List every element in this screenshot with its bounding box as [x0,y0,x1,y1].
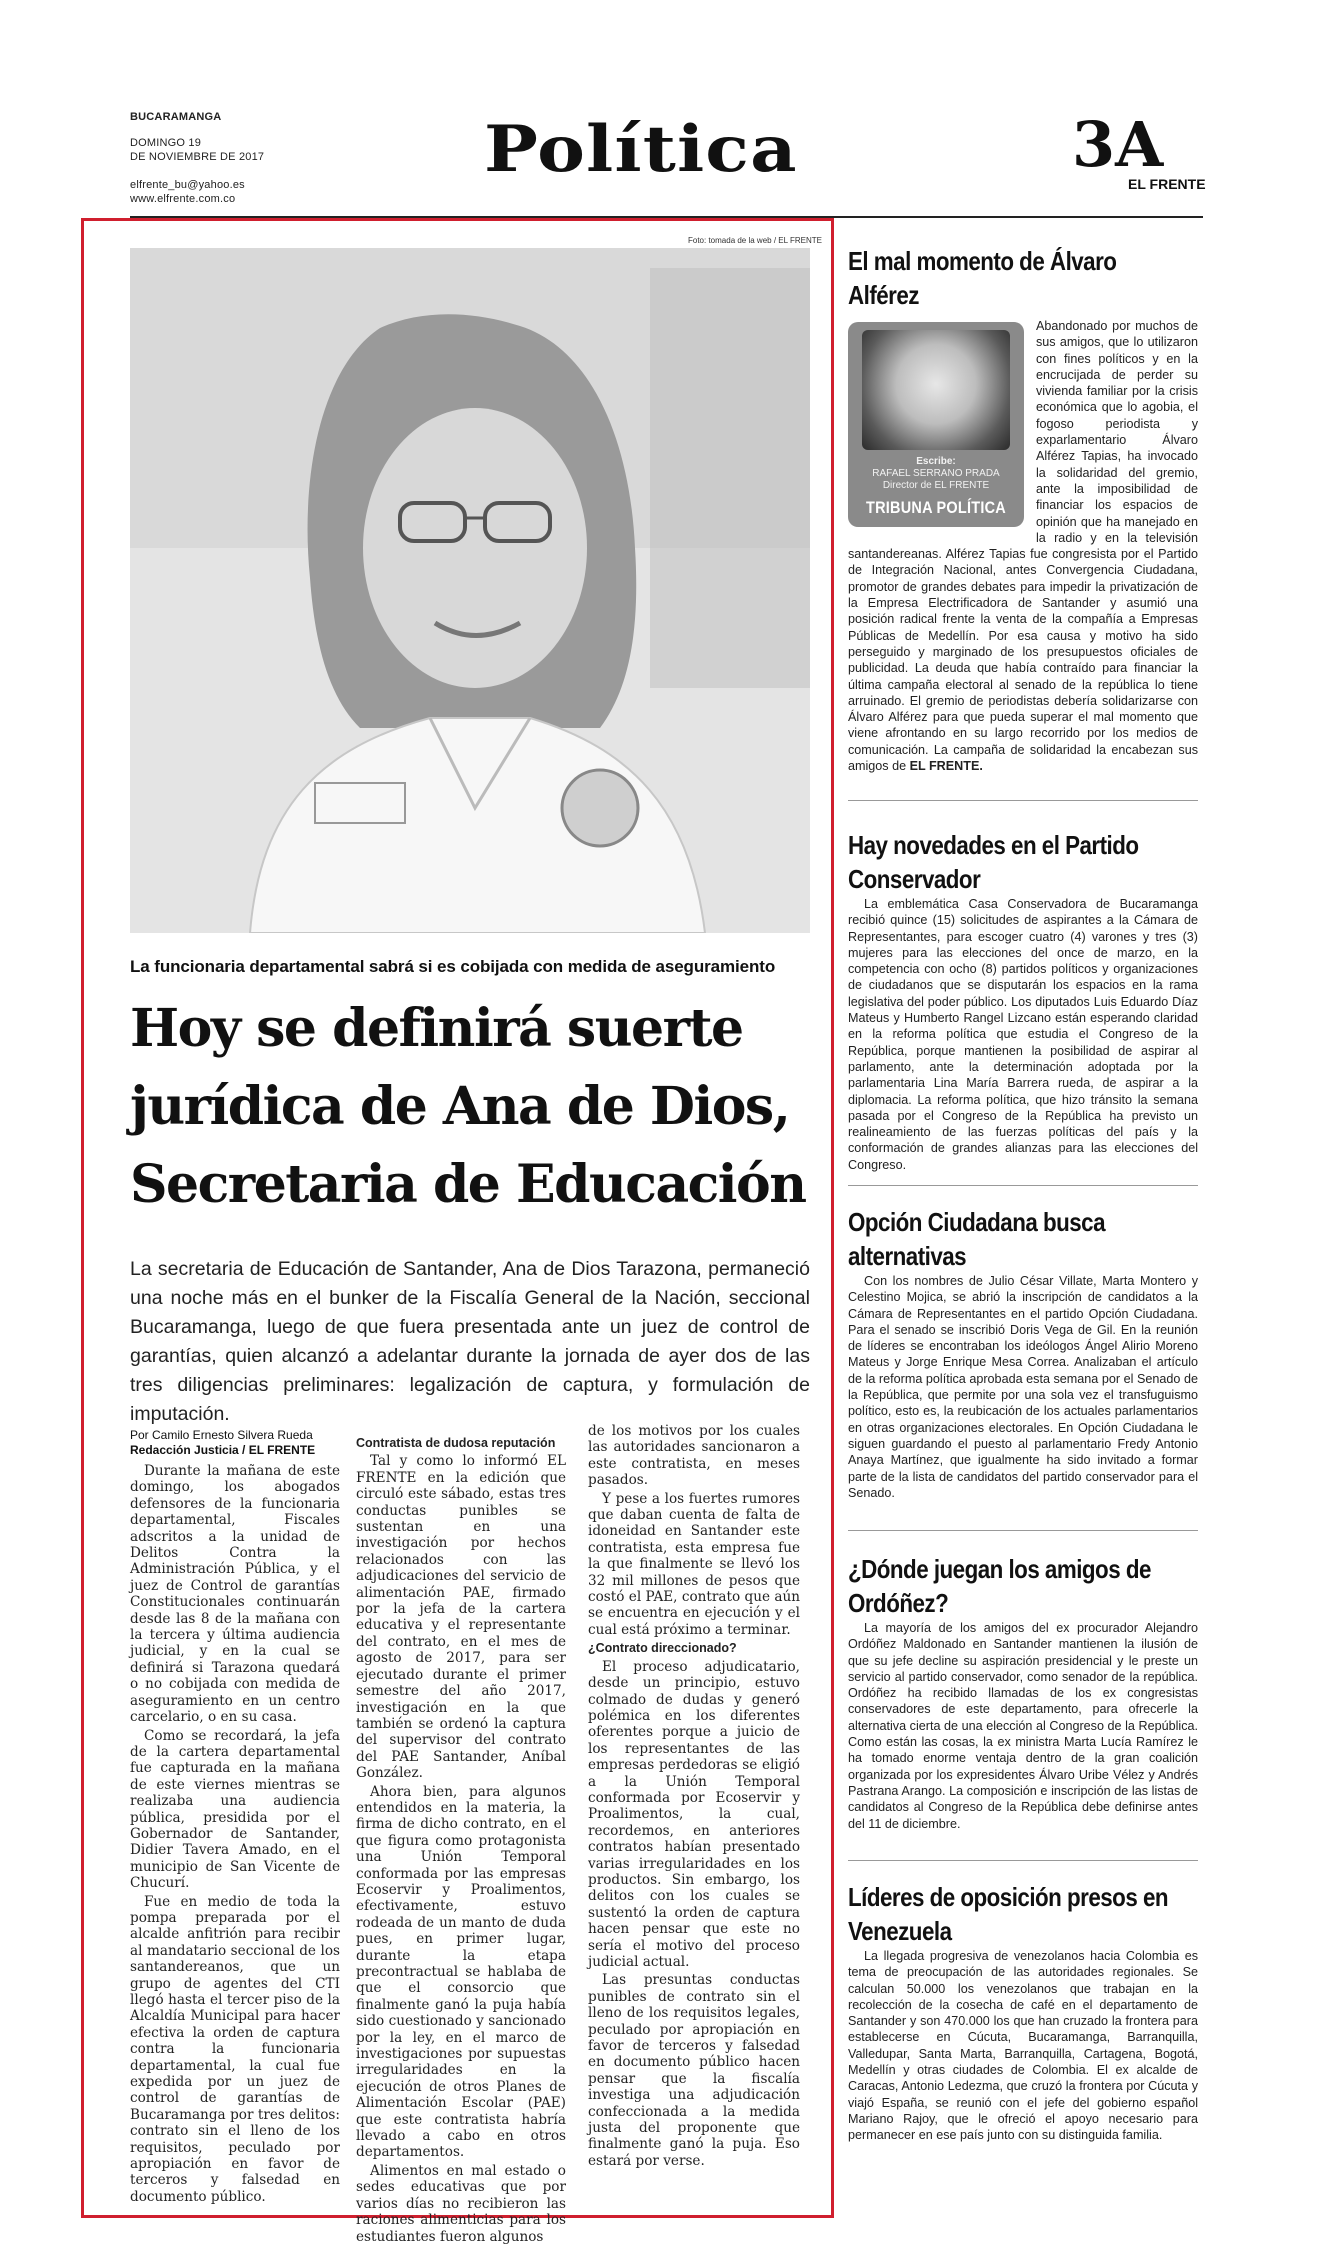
columnist-badge [848,322,1024,527]
column-name: TRIBUNA POLÍTICA [865,498,1007,517]
sidebar-text [848,1620,1198,1832]
sidebar-body: Con los nombres de Julio César Villate, Marta Montero y Celestino Mojica, se abrió la inscripción de candidatos a la Cámara de Representantes en el partido Opción Ciudadana. Para el senado se inscribió Doris Vega de Gil. En la reunión de líderes se encontraban los ideólogos Ángel Alirio Moreno Mateus y Jorge Enrique Mesa Correa. Analizaban el artículo de la reforma política aprobada esta semana por el Senado de la República, que permite por una sola vez el transfuguismo político, esto es, la reubicación de los actuales parlamentarios en otras organizaciones electorales. En Opción Ciudadana le siguen guardando el puesto al parlamentario Fredy Antonio Anaya Martínez, que igualmente ha sido invitado a formar parte de la lista de candidatos del partido conservador para el Senado. [848,1274,1198,1500]
story-subhead: ¿Contrato direccionado? [588,1641,737,1656]
sidebar-item-opcion-ciudadana [848,1205,1198,1501]
sidebar-body: La llegada progresiva de venezolanos hacia Colombia es tema de preocupación de las autoridades regionales. Se calculan 50.000 los venezolanos que trabajan en la recolección de la cosecha de café en el departamento de Santander y son 470.000 los que han cruzado la frontera para establecerse en Cúcuta, Bucaramanga, Barranquilla, Valledupar, Santa Marta, Barranquilla, Cartagena, Bogotá, Medellín y otras ciudades de Colombia. El ex alcalde de Caracas, Antonio Ledezma, que cruzó la frontera por Cúcuta y viajó España, se reunió con el jefe del gobierno español Mariano Rajoy, que le ofreció el apoyo necesario para permanecer en ese país junto con su distinguida familia. [848,1949,1198,2143]
story-headline [130,990,830,1224]
story-byline [130,1428,345,1458]
sidebar-divider [848,800,1198,801]
sidebar-text [848,318,1198,774]
portrait-illustration [130,248,810,933]
story-column-3 [588,1423,800,2171]
sidebar-divider [848,1185,1198,1186]
columnist-credit [848,456,1024,492]
sidebar-divider [848,1530,1198,1531]
columnist-role: Director de EL FRENTE [882,480,990,491]
story-column-2 [356,1433,566,2247]
sidebar-divider [848,1860,1198,1861]
sidebar-headline: Líderes de oposición presos en Venezuela [848,1882,1169,1946]
sidebar-text [848,1948,1198,2144]
main-story-photo [130,248,810,933]
story-paragraph: Y pese a los fuertes rumores que daban cuenta de falta de idoneidad en Santander este contratista, esta empresa fue la que finalmente se llevó los 32 mil millones de pesos que costó el PAE, contrato que aún se encuentra en ejecución y el cual está próximo a terminar. [588,1490,800,1638]
sidebar-headline: Hay novedades en el Partido Conservador [848,830,1139,894]
masthead-date [130,136,380,164]
section-title: Política [484,112,798,187]
masthead-city: BUCARAMANGA [130,111,222,123]
byline-author: Por Camilo Ernesto Silvera Rueda [130,1428,313,1442]
masthead-date-line1: DOMINGO 19 [130,137,202,149]
story-subhead: Contratista de dudosa reputación [356,1436,556,1450]
story-kicker: La funcionaria departamental sabrá si es cobijada con medida de aseguramiento [130,957,776,976]
sidebar-headline: El mal momento de Álvaro Alférez [848,246,1117,310]
story-paragraph: Durante la mañana de este domingo, los abogados defensores de la funcionaria departamental, Fiscales adscritos a la unidad de Delitos Contra la Administración Pública, y el juez de Control de garantías Constitucionales continuarán desde las 8 de la mañana con la tercera y última audiencia judicial, y en la cual se definirá si Tarazona quedará o no cobijada con medida de aseguramiento en un centro carcelario, o en su casa. [130,1463,340,1726]
photo-credit: Foto: tomada de la web / EL FRENTE [688,236,822,245]
story-lead: La secretaria de Educación de Santander, Ana de Dios Tarazona, permaneció una noche más en el bunker de la Fiscalía General de la Nación, seccional Bucaramanga, luego de que fuera presentada ante un juez de control de garantías, quien alcanzó a adelantar durante la jornada de ayer dos de las tres diligencias preliminares: legalización de captura, y formulación de imputación. [130,1258,810,1425]
sidebar-body: Abandonado por muchos de sus amigos, que lo utilizaron con fines políticos y en la encrucijada de perder su vivienda familiar por la crisis económica que lo agobia, el fogoso periodista y exparlamentario Álvaro Alférez Tapias, ha invocado la solidaridad del gremio, ante la imposibilidad de financiar los espacios de opinión que ha manejado en la radio y en la televisión santandereanas. Alférez Tapias fue congresista por el Partido de Integración Nacional, antes Convergencia Ciudadana, promotor de grandes debates para impedir la privatización de la Empresa Electrificadora de Santander y asumió una posición radical frente la venta de la compañía a Empresas Públicas de Medellín. Por esa causa y motivo ha sido perseguido y marginado de los presupuestos oficiales de publicidad. La deuda que había contraído para financiar la última campaña electoral al senado de la república lo tiene arruinado. El gremio de periodistas debería solidarizarse con Álvaro Alférez para que pueda superar el mal momento que viene afrontando en su largo recorrido por los medios de comunicación. La campaña de solidaridad la encabezan sus amigos de [848,319,1198,774]
brand-name: EL FRENTE [1128,176,1206,192]
story-paragraph: El proceso adjudicatario, desde un principio, estuvo colmado de dudas y generó polémica en los diferentes oferentes porque a juicio de los representantes de las empresas perdedoras se eligió a la Unión Temporal conformada por Ecoservir y Proalimentos, la cual, recordemos, en anteriores contratos habían presentado varias irregularidades en los productos. Sin embargo, los delitos con los cuales se sustentó la orden de captura hacen pensar que este no sería el motivo del proceso judicial actual. [588,1658,800,1970]
columnist-name: RAFAEL SERRANO PRADA [872,468,1000,479]
masthead-date-line2: DE NOVIEMBRE DE 2017 [130,151,265,163]
sidebar-text [848,1273,1198,1501]
headline-line: Secretaria de Educación [130,1154,806,1215]
columnist-label: Escribe: [916,456,956,467]
columnist-photo [862,330,1010,450]
story-paragraph: Las presuntas conductas punibles de contrato sin el lleno de los requisitos legales, peculado por apropiación en favor de terceros y falsedad en documento público hacen pensar que la fiscalía investiga una adjudicación confeccionada a la medida justa del proponente que finalmente ganó la puja. Eso estará por verse. [588,1972,800,2169]
sidebar-body: La emblemática Casa Conservadora de Bucaramanga recibió quince (15) solicitudes de aspirantes a la Cámara de Representantes, para escoger cuatro (4) varones y tres (3) mujeres para las elecciones del once de marzo, en la competencia con ocho (8) partidos políticos y organizaciones de ciudadanos que se disputarán los espacios en la rama legislativa del poder público. Los diputados Luis Eduardo Díaz Mateus y Humberto Rangel Lizcano están esperando claridad en la reforma política que estudia el Congreso de la República, porque mantienen la posibilidad de aspirar al parlamento, ante la determinación adoptada por la parlamentaria Lina María Barrera rueda, de aspirar a la diplomacia. La reforma política, que hizo tránsito la semana pasada por el Congreso de la República ha previsto un realineamiento de las fuerzas políticas del país y la conformación de grandes alianzas para las elecciones del Congreso. [848,897,1198,1172]
sidebar-item-ordonez [848,1552,1198,1832]
story-paragraph: Como se recordará, la jefa de la cartera departamental fue capturada en la mañana de este viernes mientras se realizaba una audiencia pública, presidida por el Gobernador de Santander, Didier Tavera Amado, en el municipio de San Vicente de Chucurí. [130,1727,340,1892]
byline-desk: Redacción Justicia / EL FRENTE [130,1443,316,1457]
story-paragraph: Tal y como lo informó EL FRENTE en la edición que circuló este sábado, estas tres conductas punibles se sustentan en una investigación por hechos relacionados con las adjudicaciones del servicio de alimentación PAE, firmado por la jefa de la cartera educativa y el representante del contrato, en el mes de agosto de 2017, para ser ejecutado durante el primer semestre del año 2017, investigación en la que también se ordenó la captura del supervisor del contrato del PAE Santander, Aníbal González. [356,1453,566,1782]
sidebar-item-alferez [848,244,1198,774]
sidebar-body-end: EL FRENTE. [909,759,983,774]
page-number: 3A [1072,108,1164,181]
headline-line: Hoy se definirá suerte [130,998,743,1059]
story-paragraph: de los motivos por los cuales las autoridades sancionaron a este contratista, en meses pasados. [588,1423,800,1489]
sidebar-text [848,896,1198,1173]
sidebar-headline: Opción Ciudadana busca alternativas [848,1207,1106,1271]
story-paragraph: Fue en medio de toda la pompa preparada por el alcalde anfitrión para recibir al mandatario seccional de los santandereanos, que un grupo de agentes del CTI llegó hasta el tercer piso de la Alcaldía Municipal para hacer efectiva la orden de captura contra la funcionaria departamental, la cual fue expedida por un juez de control de garantías de Bucaramanga por tres delitos: contrato sin el lleno de los requisitos, peculado por apropiación en favor de terceros y falsedad en documento público. [130,1893,340,2205]
masthead-email: elfrente_bu@yahoo.es [130,179,245,191]
story-column-1 [130,1463,340,2207]
story-paragraph: Alimentos en mal estado o sedes educativas que por varios días no recibieron las raciones alimenticias para los estudiantes fueron algunos [356,2162,566,2245]
sidebar-headline: ¿Dónde juegan los amigos de Ordóñez? [848,1554,1151,1618]
headline-line: jurídica de Ana de Dios, [130,1076,790,1137]
masthead-info [130,110,380,206]
sidebar-item-conservador [848,828,1198,1173]
masthead-web: www.elfrente.com.co [130,193,236,205]
sidebar-item-venezuela [848,1880,1198,2144]
story-paragraph: Ahora bien, para algunos entendidos en la materia, la firma de dicho contrato, en el que figura como protagonista una Unión Temporal conformada por las empresas Ecoservir y Proalimentos, efectivamente, estuvo rodeada de un manto de duda pues, en primer lugar, durante la etapa precontractual se hablaba de que el consorcio que finalmente ganó la puja había sido cuestionado y sancionado por la ley, en el marco de investigaciones por supuestas irregularidades en la ejecución de otros Planes de Alimentación Escolar (PAE) que este contratista habría llevado a cabo en otros departamentos. [356,1783,566,2161]
sidebar-body: La mayoría de los amigos del ex procurador Alejandro Ordóñez Maldonado en Santander mantienen la ilusión de que su jefe decline su aspiración presidencial y le preste un servicio al partido conservador, como senador de la república. Ordóñez ha recibido llamadas de los ex congresistas conservadores de este departamento, para ofrecerle la alternativa cierta de una elección al Congreso de la República. Como están las cosas, la ex ministra Marta Lucía Ramírez le ha tomado enorme ventaja dentro de la gran coalición organizada por los expresidentes Álvaro Uribe Vélez y Andrés Pastrana Arango. La composición e inscripción de las listas de candidatos al Congreso de la República debe definirse antes del 11 de diciembre. [848,1621,1198,1831]
